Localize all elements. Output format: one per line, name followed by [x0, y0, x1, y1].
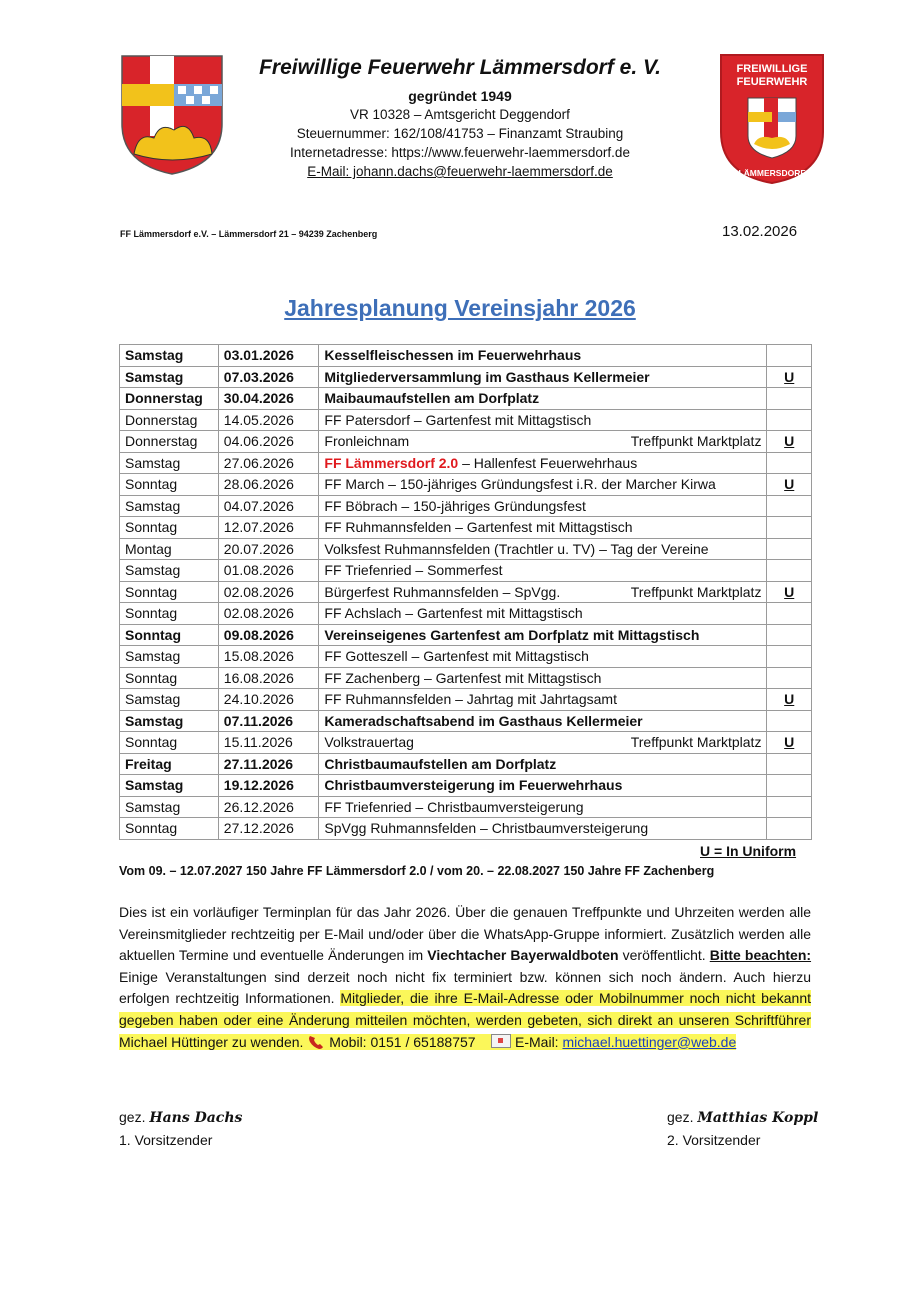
cell-uniform: [767, 560, 812, 582]
cell-uniform: [767, 452, 812, 474]
meeting-point: Treffpunkt Marktplatz: [630, 433, 762, 450]
table-row: [120, 452, 812, 474]
cell-uniform: [767, 517, 812, 539]
cell-day: Donnerstag: [120, 431, 219, 453]
event-name: Vereinseigenes Gartenfest am Dorfplatz mit Mittagstisch: [324, 626, 700, 643]
org-web[interactable]: Internetadresse: https://www.feuerwehr-laemmersdorf.de: [290, 145, 630, 160]
cell-uniform: [767, 796, 812, 818]
cell-event: [319, 409, 767, 431]
document-title: Jahresplanung Vereinsjahr 2026: [284, 295, 636, 321]
cell-uniform: [767, 345, 812, 367]
sig-2-name: Matthias Koppl: [697, 1110, 819, 1126]
cell-day: Samstag: [120, 345, 219, 367]
event-name: Christbaumversteigerung im Feuerwehrhaus: [324, 777, 623, 794]
event-name: FF Triefenried – Christbaumversteigerung: [324, 798, 584, 815]
cell-uniform: U: [767, 581, 812, 603]
cell-event: [319, 474, 767, 496]
cell-date: 09.08.2026: [218, 624, 319, 646]
event-name: SpVgg Ruhmannsfelden – Christbaumversteigerung: [324, 820, 649, 837]
cell-date: 30.04.2026: [218, 388, 319, 410]
mobile-number: Mobil: 0151 / 65188757: [329, 1033, 476, 1050]
sender-address: FF Lämmersdorf e.V. – Lämmersdorf 21 – 94239 Zachenberg: [120, 229, 378, 239]
table-row: [120, 495, 812, 517]
sig-2-role: 2. Vorsitzender: [667, 1132, 761, 1148]
cell-date: 02.08.2026: [218, 603, 319, 625]
cell-day: Sonntag: [120, 818, 219, 840]
cell-event: [319, 495, 767, 517]
cell-date: 26.12.2026: [218, 796, 319, 818]
fire-brigade-badge-logo: [718, 52, 826, 186]
event-name: FF March – 150-jähriges Gründungsfest i.R. der Marcher Kirwa: [324, 476, 716, 493]
cell-event: [319, 775, 767, 797]
cell-event: [319, 624, 767, 646]
cell-event: [319, 603, 767, 625]
table-row: [120, 409, 812, 431]
cell-date: 07.11.2026: [218, 710, 319, 732]
uniform-legend: U = In Uniform: [700, 843, 797, 859]
cell-date: 28.06.2026: [218, 474, 319, 496]
meeting-point: Treffpunkt Marktplatz: [630, 734, 762, 751]
cell-date: 04.07.2026: [218, 495, 319, 517]
cell-event: [319, 689, 767, 711]
event-name: Bürgerfest Ruhmannsfelden – SpVgg.: [324, 583, 561, 600]
meeting-point: Treffpunkt Marktplatz: [630, 583, 762, 600]
table-row: [120, 689, 812, 711]
table-row: [120, 710, 812, 732]
cell-day: Freitag: [120, 753, 219, 775]
cell-event: [319, 538, 767, 560]
email-label: E-Mail:: [515, 1033, 559, 1050]
letter-date: 13.02.2026: [722, 223, 798, 240]
info-text-1: Dies ist ein vorläufiger Terminplan für das Jahr 2026. Über die genauen Treffpunkte und Uhrzeiten werden alle Vereinsmitglieder rechtzeitig per E-Mail und/oder über die WhatsApp-Gruppe informiert. Zusätzlich werden alle aktuellen Termine und eventuelle Änderungen im: [119, 904, 811, 964]
org-founded: gegründet 1949: [408, 88, 512, 104]
cell-day: Samstag: [120, 775, 219, 797]
sig-1-role: 1. Vorsitzender: [119, 1132, 213, 1148]
table-row: [120, 796, 812, 818]
event-name: FF Patersdorf – Gartenfest mit Mittagstisch: [324, 411, 592, 428]
cell-day: Samstag: [120, 560, 219, 582]
cell-uniform: U: [767, 366, 812, 388]
table-row: [120, 775, 812, 797]
cell-date: 02.08.2026: [218, 581, 319, 603]
cell-day: Sonntag: [120, 732, 219, 754]
phone-icon: [307, 1034, 325, 1050]
cell-uniform: U: [767, 732, 812, 754]
event-name: Kameradschaftsabend im Gasthaus Kellermeier: [324, 712, 643, 729]
cell-uniform: [767, 753, 812, 775]
cell-date: 07.03.2026: [218, 366, 319, 388]
mail-icon: [491, 1034, 511, 1048]
cell-date: 27.12.2026: [218, 818, 319, 840]
table-row: [120, 538, 812, 560]
cell-date: 19.12.2026: [218, 775, 319, 797]
cell-event: [319, 452, 767, 474]
event-name: Kesselfleischessen im Feuerwehrhaus: [324, 347, 582, 364]
cell-day: Samstag: [120, 366, 219, 388]
cell-date: 12.07.2026: [218, 517, 319, 539]
org-register: VR 10328 – Amtsgericht Deggendorf: [350, 107, 570, 122]
cell-event: [319, 796, 767, 818]
event-name: Fronleichnam: [324, 433, 410, 450]
cell-uniform: [767, 710, 812, 732]
event-name: FF Zachenberg – Gartenfest mit Mittagstisch: [324, 669, 602, 686]
cell-date: 14.05.2026: [218, 409, 319, 431]
badge-text-2: FEUERWEHR: [736, 76, 808, 88]
org-email[interactable]: E-Mail: johann.dachs@feuerwehr-laemmersdorf.de: [307, 164, 613, 179]
table-row: [120, 581, 812, 603]
cell-uniform: [767, 818, 812, 840]
cell-day: Sonntag: [120, 603, 219, 625]
cell-date: 15.11.2026: [218, 732, 319, 754]
cell-date: 04.06.2026: [218, 431, 319, 453]
table-row: [120, 603, 812, 625]
table-row: [120, 366, 812, 388]
cell-date: 03.01.2026: [218, 345, 319, 367]
cell-date: 01.08.2026: [218, 560, 319, 582]
event-name: FF Ruhmannsfelden – Jahrtag mit Jahrtagsamt: [324, 691, 617, 708]
cell-event: [319, 560, 767, 582]
org-tax: Steuernummer: 162/108/41753 – Finanzamt Straubing: [296, 126, 624, 141]
cell-day: Sonntag: [120, 624, 219, 646]
cell-day: Samstag: [120, 495, 219, 517]
cell-day: Samstag: [120, 689, 219, 711]
cell-date: 24.10.2026: [218, 689, 319, 711]
cell-uniform: [767, 388, 812, 410]
event-name: – Hallenfest Feuerwehrhaus: [462, 454, 638, 471]
cell-date: 16.08.2026: [218, 667, 319, 689]
cell-day: Sonntag: [120, 517, 219, 539]
badge-text-3: LÄMMERSDORF: [738, 168, 806, 178]
attention-label: Bitte beachten:: [709, 947, 812, 964]
newspaper-name: Viechtacher Bayerwaldboten: [427, 947, 619, 964]
table-row: [120, 753, 812, 775]
cell-uniform: [767, 624, 812, 646]
cell-uniform: [767, 495, 812, 517]
cell-uniform: [767, 775, 812, 797]
highlight-text: Mitglieder, die ihre E-Mail-Adresse oder Mobilnummer noch nicht bekannt gegeben haben oder eine Änderung mitteilen möchten, werden gebeten, sich direkt an unseren Schriftführer Michael Hüttinger zu wenden.: [119, 990, 811, 1050]
cell-uniform: [767, 409, 812, 431]
cell-day: Donnerstag: [120, 409, 219, 431]
cell-date: 20.07.2026: [218, 538, 319, 560]
signature-2: [667, 1106, 818, 1151]
cell-uniform: [767, 667, 812, 689]
cell-uniform: U: [767, 474, 812, 496]
cell-event: [319, 818, 767, 840]
cell-day: Sonntag: [120, 474, 219, 496]
cell-day: Sonntag: [120, 667, 219, 689]
table-row: [120, 517, 812, 539]
event-name: FF Achslach – Gartenfest mit Mittagstisch: [324, 605, 583, 622]
cell-event: [319, 345, 767, 367]
cell-event: [319, 366, 767, 388]
cell-event: [319, 732, 767, 754]
table-row: [120, 732, 812, 754]
cell-day: Samstag: [120, 646, 219, 668]
event-name: FF Gotteszell – Gartenfest mit Mittagstisch: [324, 648, 589, 665]
cell-day: Samstag: [120, 796, 219, 818]
cell-uniform: [767, 603, 812, 625]
event-name: FF Triefenried – Sommerfest: [324, 562, 503, 579]
cell-uniform: [767, 646, 812, 668]
email-link[interactable]: michael.huettinger@web.de: [562, 1033, 737, 1050]
cell-event: [319, 753, 767, 775]
info-text-3: Einige Veranstaltungen sind derzeit noch nicht fix terminiert bzw. können sich noch ändern. Auch hierzu erfolgen rechtzeitig Informationen.: [119, 968, 811, 1007]
cell-date: 15.08.2026: [218, 646, 319, 668]
cell-event: [319, 517, 767, 539]
event-name: FF Ruhmannsfelden – Gartenfest mit Mittagstisch: [324, 519, 633, 536]
cell-event: [319, 431, 767, 453]
event-name: Mitgliederversammlung im Gasthaus Kellermeier: [324, 368, 650, 385]
cell-event: [319, 646, 767, 668]
cell-day: Sonntag: [120, 581, 219, 603]
table-row: [120, 388, 812, 410]
cell-day: Samstag: [120, 710, 219, 732]
sig-2-prefix: gez.: [667, 1109, 694, 1125]
coat-of-arms-logo: [120, 54, 224, 176]
cell-uniform: U: [767, 431, 812, 453]
cell-day: Samstag: [120, 452, 219, 474]
table-row: [120, 646, 812, 668]
anniversary-notice: Vom 09. – 12.07.2027 150 Jahre FF Lämmersdorf 2.0 / vom 20. – 22.08.2027 150 Jahre FF Zachenberg: [119, 864, 715, 878]
info-text-2: veröffentlicht.: [622, 947, 706, 964]
org-header: [250, 55, 670, 181]
cell-event: [319, 581, 767, 603]
cell-day: Donnerstag: [120, 388, 219, 410]
org-title: Freiwillige Feuerwehr Lämmersdorf e. V.: [259, 56, 661, 79]
cell-day: Montag: [120, 538, 219, 560]
event-highlight-name: FF Lämmersdorf 2.0: [324, 454, 459, 471]
table-row: [120, 818, 812, 840]
table-row: [120, 474, 812, 496]
event-name: Volksfest Ruhmannsfelden (Trachtler u. TV) – Tag der Vereine: [324, 540, 709, 557]
cell-event: [319, 710, 767, 732]
sig-1-name: Hans Dachs: [149, 1110, 243, 1126]
sig-1-prefix: gez.: [119, 1109, 146, 1125]
events-table: [119, 344, 812, 840]
table-row: [120, 560, 812, 582]
event-name: FF Böbrach – 150-jähriges Gründungsfest: [324, 497, 586, 514]
cell-event: [319, 667, 767, 689]
cell-uniform: [767, 538, 812, 560]
cell-date: 27.11.2026: [218, 753, 319, 775]
signature-1: [119, 1106, 242, 1151]
event-name: Maibaumaufstellen am Dorfplatz: [324, 390, 540, 407]
cell-uniform: U: [767, 689, 812, 711]
table-row: [120, 624, 812, 646]
event-name: Christbaumaufstellen am Dorfplatz: [324, 755, 557, 772]
cell-date: 27.06.2026: [218, 452, 319, 474]
table-row: [120, 345, 812, 367]
table-row: [120, 667, 812, 689]
event-name: Volkstrauertag: [324, 734, 414, 751]
table-row: [120, 431, 812, 453]
badge-text-1: FREIWILLIGE: [736, 63, 808, 75]
info-paragraph: [119, 902, 811, 1053]
cell-event: [319, 388, 767, 410]
